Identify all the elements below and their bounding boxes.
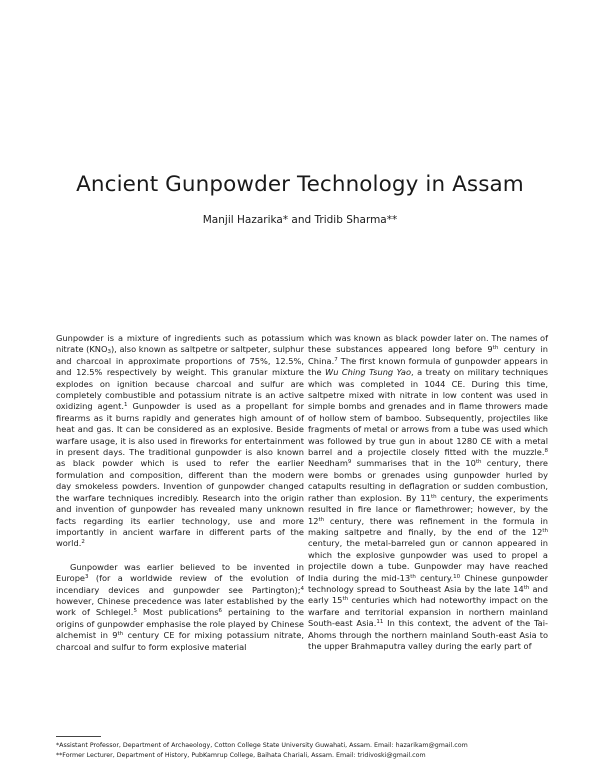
body-paragraph: which was known as black powder later on. The names of these substances appeared long before 9th century in China.$^7$ The first known formula of gunpowder appears in the Wu Ching Tsung Yao, a treaty on military techniques which was completed in 1044 CE. During this time, saltpetre mixed with nitrate in low content was used in simple bombs and grenades and in flame throwers made of hollow stem of bamboo. Subsequently, projectiles like fragments of metal or arrows from a tube was used which was followed by true gun in about 1280 CE with a metal barrel and a projectile closely fitted with the muzzle.$^8$ Needham$^9$ summarises that in the 10th century, there were bombs or grenades using gunpowder hurled by catapults resulting in deflagration or sudden combustion, rather than explosion. By 11th century, the experiments resulted in fire lance or flamethrower; however, by the 12th century, there was refinement in the formula in making saltpetre and finally, by the end of the 12th century, the metal-barreled gun or cannon appeared in which the explosive gunpowder was used to propel a projectile down a tube. Gunpowder may have reached India during the mid-13th century.$^{10}$ Chinese gunpowder technology spread to Southeast Asia by the late 14th and early 15th centuries which had noteworthy impact on the warfare and territorial expansion in northern mainland South-east Asia.$^{11}$ In this context, the advent of the Tai-Ahoms through the northern mainland South-east Asia to the upper Brahmaputra valley during the early part of bbox=[308, 333, 549, 651]
footnote-ref: 7 bbox=[334, 356, 338, 363]
footnote-ref: 10 bbox=[453, 573, 461, 580]
book-title: Wu Ching Tsung Yao bbox=[325, 367, 412, 378]
footnote-ref: 5 bbox=[133, 608, 137, 615]
footnote-ref: 2 bbox=[81, 539, 85, 546]
footnotes bbox=[56, 741, 556, 761]
footnote-ref: 4 bbox=[300, 585, 304, 592]
footnote-ref: 1 bbox=[124, 402, 128, 409]
footnote-author-2: **Former Lecturer, Department of History, PubKamrup College, Baihata Chariali, Assam. Email: tridivoski@gmail.com bbox=[56, 752, 426, 759]
footnote-ref: 3 bbox=[85, 574, 89, 581]
body-paragraph: Gunpowder was earlier believed to be invented in Europe$^3$ (for a worldwide review of the evolution of incendiary devices and gunpowder see Partington);$^4$ however, Chinese precedence was later established by the work of Schlegel.$^5$ Most publications$^6$ pertaining to the origins of gunpowder emphasise the role played by Chinese alchemist in 9th century CE for mixing potassium nitrate, charcoal and sulfur to form explosive material bbox=[56, 561, 304, 652]
footnote-author-1: *Assistant Professor, Department of Archaeology, Cotton College State University Guwahati, Assam. Email: hazarikam@gmail.com bbox=[56, 742, 468, 749]
body-column-right bbox=[308, 333, 548, 652]
footnote-ref: 11 bbox=[376, 619, 384, 626]
footnote-ref: 6 bbox=[218, 608, 223, 615]
article-title: Ancient Gunpowder Technology in Assam bbox=[76, 172, 524, 197]
footnote-ref: 9 bbox=[347, 459, 352, 466]
footnote-ref: 8 bbox=[544, 448, 548, 455]
article-authors: Manjil Hazarika* and Tridib Sharma** bbox=[202, 214, 398, 226]
body-paragraph: Gunpowder is a mixture of ingredients such as potassium nitrate $(KNO_3)$, also known as saltpetre or saltpeter, sulphur and charcoal in approximate proportions of 75%, 12.5%, and 12.5% respectively by weight. This granular mixture explodes on ignition because charcoal and sulfur are completely combustible and potassium nitrate is an active oxidizing agent.$^1$ Gunpowder is used as a propellant for firearms as it burns rapidly and generates high amount of heat and gas. It can be considered as an explosive. Beside warfare usage, it is also used in fireworks for entertainment in present days. The traditional gunpowder is also known as black powder which is used to refer the earlier formulation and composition, different than the modern day smokeless powders. Invention of gunpowder changed the warfare techniques incredibly. Research into the origin and invention of gunpowder has revealed many unknown facts regarding its earlier technology, use and more importantly in ancient warfare in different parts of the world.$^2$ bbox=[56, 333, 304, 549]
body-column-left bbox=[56, 333, 304, 653]
footnote-divider bbox=[56, 736, 101, 737]
